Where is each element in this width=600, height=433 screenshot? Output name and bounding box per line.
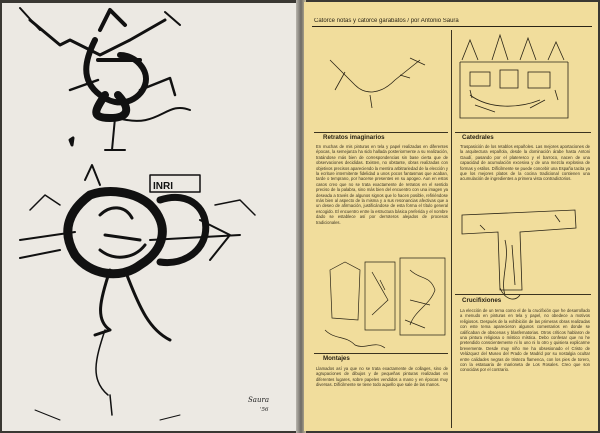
artist-signature: Saura — [248, 396, 269, 404]
retratos-body: En muchas de mis pinturas en tela y papel realizadas en diferentes épocas, la semejanza ha sido hallada posteriormente a su realización, tratándose más bien de correspondencias sin base cierta que de observaciones decididas. Existen, no obstante, obras realizadas con objetivos precisos apareciendo la mentira arbitrariedad de la elección y la ecriture intermitente fidelidad a unos pocos fantasmas que acaban, tarde o temprano, por hacerse presentes en su apogeo. Aun en estos casos creo que no se trata exactamente de retratos en el sentido preciso de la palabra, sino más bien del encuentro con una imagen ya deseada a través de algunos signos que lo hacen posible, refiriéndose más bien al aspecto de la misma y a sus resonancias afectivas que a un deseo de afirmación, justificándose de esta forma el título general escogido. El encuentro entre la estructura básica preferida y el nombre dado se establece así por derroteros alejados de procesos tradicionales. — [316, 144, 448, 225]
crucifixiones-body: La elección de un tema como el de la crucifixión que he desarrollado a menudo en pinturas en tela y papel, no obedece a motivos religiosos. Después de la exhibición de las primeras obras realizadas con este tema aparecieron algunos comentarios en donde se calificaban de obscenas y blasfematorias. Otros críticos hablaron de una pintura religiosa o místico mística. Debo confesar que no he pretendido conscientemente ni lo uno ni lo otro y quisiera explicarme brevemente. Desde muy niño me ha obsesionado el Cristo de Velázquez del Museo del Prado de Madrid por su nostalgia ocultar entre calidades negras de tristeza flamenca, con los pies de torero, con la estatuaria de marioneta de Los Rosales. Creo que son conocidas por el contrario. — [460, 308, 590, 373]
catedrales-body: Traspasición de los retablos españoles. Las mejores aportaciones de la arquitectura española, desde la dominación árabe hasta Antoni Gaudí, pasando por el plateresco y el barroco, nacen de una capacidad de acumulación excesiva y de una mezcla explosiva de formas y estilos. Difícilmente se puede concebir una España tacita ya que los mejores platos de la cocina tradicional contienen una acumulación de ingredientes a primera vista contradictorios. — [460, 144, 590, 182]
inri-caption: INRI — [153, 181, 173, 192]
catedrales-title: Catedrales — [462, 134, 494, 141]
artist-signature-year: '56 — [260, 407, 269, 413]
page-header-title: Catorce notas y catorce garabatos / por Antonio Saura — [314, 18, 459, 24]
montajes-title: Montajes — [323, 355, 350, 362]
crucifixiones-title: Crucifixiones — [462, 297, 502, 304]
montajes-body: Llamados así ya que no se trata exactamente de collages, sino de agrupaciones de dibujos y de pequeñas pinturas realizadas en diferentes lugares, sobre papeles vendidos a mano y en épocas muy diversas. Difícilmente se tiene todo aquello que sale de las manos. — [316, 366, 448, 388]
retratos-title: Retratos imaginarios — [323, 134, 385, 141]
crucifixiones-rule — [455, 294, 591, 295]
